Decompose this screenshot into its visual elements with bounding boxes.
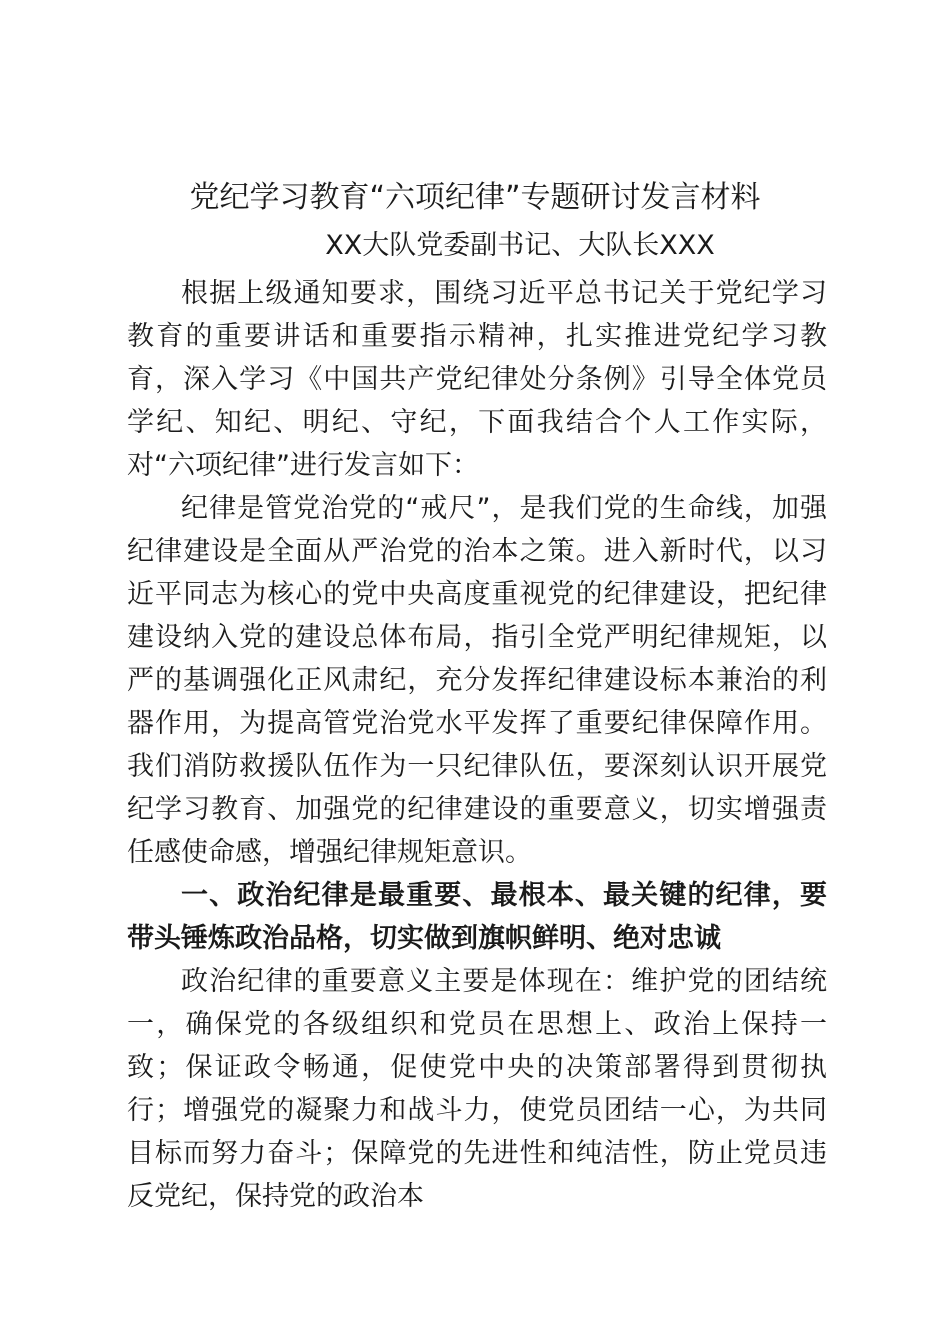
document-body xyxy=(127,272,827,1218)
document-title: 党纪学习教育“六项纪律”专题研讨发言材料 xyxy=(189,180,761,215)
section-heading-1: 一、政治纪律是最重要、最根本、最关键的纪律，要带头锤炼政治品格，切实做到旗帜鲜明、绝对忠诚 xyxy=(127,880,827,954)
document-author: XX大队党委副书记、大队长XXX xyxy=(325,230,715,261)
paragraph-political-discipline: 政治纪律的重要意义主要是体现在：维护党的团结统一，确保党的各级组织和党员在思想上、政治上保持一致；保证政令畅通，促使党中央的决策部署得到贯彻执行；增强党的凝聚力和战斗力，使党员团结一心，为共同目标而努力奋斗；保障党的先进性和纯洁性，防止党员违反党纪，保持党的政治本 xyxy=(127,966,827,1212)
paragraph-discipline: 纪律是管党治党的“戒尺”，是我们党的生命线，加强纪律建设是全面从严治党的治本之策。进入新时代，以习近平同志为核心的党中央高度重视党的纪律建设，把纪律建设纳入党的建设总体布局，指引全党严明纪律规矩，以严的基调强化正风肃纪，充分发挥纪律建设标本兼治的利器作用，为提高管党治党水平发挥了重要纪律保障作用。我们消防救援队伍作为一只纪律队伍，要深刻认识开展党纪学习教育、加强党的纪律建设的重要意义，切实增强责任感使命感，增强纪律规矩意识。 xyxy=(127,493,827,868)
paragraph-intro: 根据上级通知要求，围绕习近平总书记关于党纪学习教育的重要讲话和重要指示精神，扎实推进党纪学习教育，深入学习《中国共产党纪律处分条例》引导全体党员学纪、知纪、明纪、守纪，下面我结合个人工作实际，对“六项纪律”进行发言如下： xyxy=(127,278,827,481)
